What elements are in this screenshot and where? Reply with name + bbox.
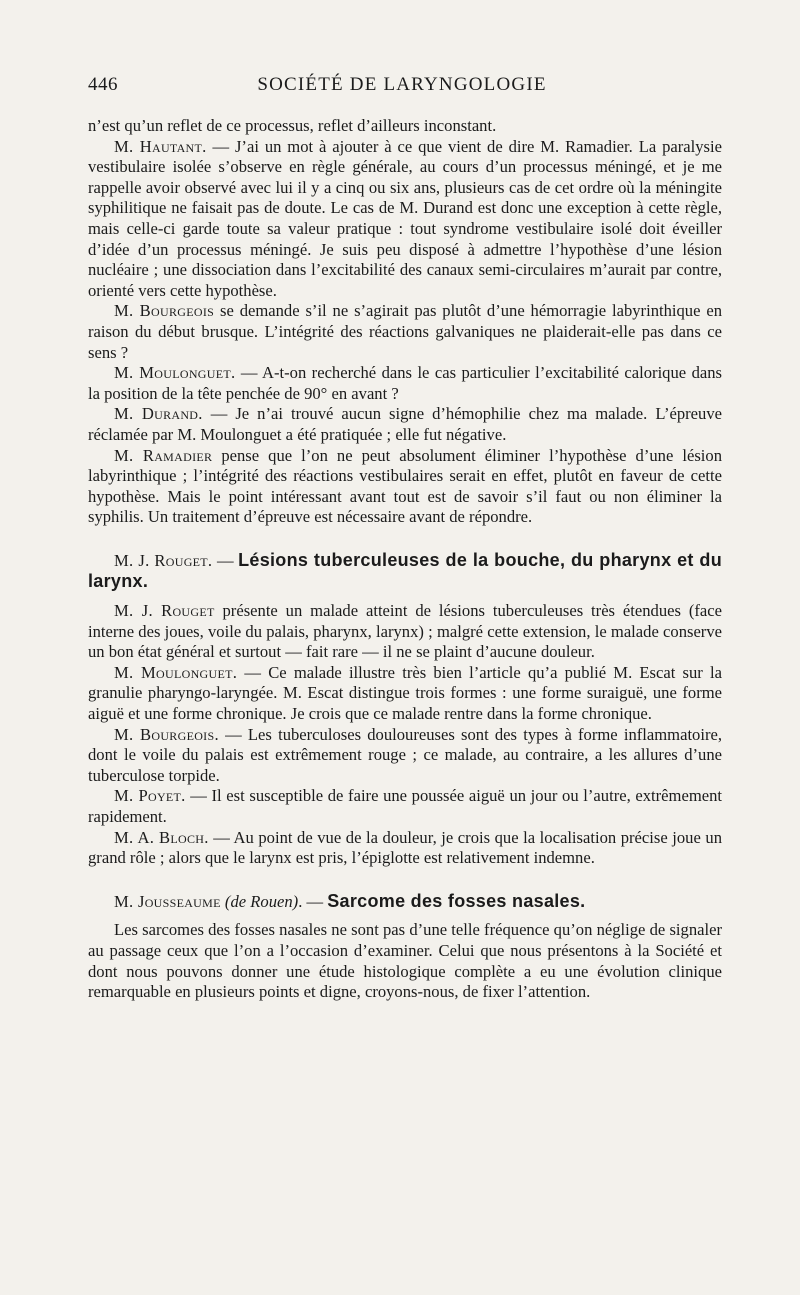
paragraph-text: — Il est susceptible de faire une poussée aiguë un jour ou l’autre, extrêmement rapidement. [88,786,723,826]
heading-dash: — [212,550,239,570]
speaker-name: M. Bourgeois. [114,724,219,744]
speaker-name: M. Hautant. [114,136,207,156]
paragraph [88,601,722,663]
paragraph [88,920,722,1002]
paragraph [88,725,722,787]
body-text [88,116,722,1003]
heading-author: M. J. Rouget. [114,550,213,570]
paragraph-text: présente un malade atteint de lésions tuberculeuses très étendues (face interne des joues, voile du palais, pharynx, larynx) ; malgré cette extension, le malade conserve un bon état général et surtout — fait rare — il ne se plaint d’aucune douleur. [88,601,722,662]
speaker-name: M. Moulonguet. [114,662,238,682]
paragraph-text: n’est qu’un reflet de ce processus, reflet d’ailleurs inconstant. [88,116,497,135]
paragraph [88,663,722,725]
speaker-name: M. Bourgeois [114,301,215,321]
section-heading [88,550,722,593]
paragraph [88,404,722,445]
paragraph-text: — Au point de vue de la douleur, je crois que la localisation précise joue un grand rôle ; alors que le larynx est pris, l’épiglotte est relativement indemne. [88,827,723,868]
paragraph [88,446,722,528]
paragraph-text: pense que l’on ne peut absolument éliminer l’hypothèse d’une lésion labyrinthique ; l’intégrité des réactions vestibulaires serait en effet, plutôt en faveur de cette hypothèse. Mais le point intéressant avant tout est de savoir s’il faut ou non éliminer la syphilis. Un traitement d’épreuve est nécessaire avant de répondre. [88,445,722,527]
paragraph-text: Les sarcomes des fosses nasales ne sont pas d’une telle fréquence qu’on néglige de signaler au passage ceux que l’on a l’occasion d’examiner. Celui que nous présentons à la Société et dont nous pouvons donner une étude histologique complète a eu une évolution clinique remarquable en plusieurs points et digne, croyons-nous, de fixer l’attention. [88,920,722,1002]
speaker-name: M. Poyet. [114,786,186,806]
speaker-name: M. J. Rouget [114,601,215,621]
heading-title: Sarcome des fosses nasales. [327,890,586,911]
speaker-name: M. A. Bloch. [114,827,209,847]
paragraph-text: — Ce malade illustre très bien l’article qu’a publié M. Escat sur la granulie pharyngo-laryngée. M. Escat distingue trois formes : une forme suraiguë, une forme aiguë et une forme chronique. Je crois que ce malade rentre dans la forme chronique. [88,662,723,724]
paragraph-text: se demande s’il ne s’agirait pas plutôt d’une hémorragie labyrinthique en raison du début brusque. L’intégrité des réactions galvaniques ne plaiderait-elle pas dans ce sens ? [88,301,723,362]
heading-author: M. Jousseaume [114,891,221,911]
section-spacer [88,869,722,891]
paragraph-text: — J’ai un mot à ajouter à ce que vient de dire M. Ramadier. La paralysie vestibulaire isolée s’observe en règle générale, au cours d’un processus méningé, et je me rappelle avoir observé avec lui il y a cinq ou six ans, plusieurs cas de cet ordre où la méningite syphilitique ne faisait pas de doute. Le cas de M. Durand est donc une exception à cette règle, mais celle-ci garde toute sa valeur pratique : tout syndrome vestibulaire isolé doit éveiller d’idée d’un processus méningé. Je suis peu disposé à admettre l’hypothèse d’une lésion nucléaire ; une dissociation dans l’excitabilité des canaux semi-circulaires m’aurait par contre, orienté vers cette hypothèse. [88,136,722,300]
page-number: 446 [88,74,118,95]
paragraph [88,828,722,869]
section-heading [88,891,722,913]
paragraph [88,363,722,404]
paragraph-text: — A-t-on recherché dans le cas particulier l’excitabilité calorique dans la position de la tête penchée de 90° en avant ? [88,363,722,403]
heading-title: Lésions tuberculeuses de la bouche, du pharynx et du larynx. [88,549,723,592]
speaker-name: M. Durand. [114,404,203,424]
heading-dash: . — [298,891,328,911]
heading-spacer [88,593,722,601]
paragraph [88,116,722,137]
speaker-name: M. Ramadier [114,445,213,465]
section-spacer [88,528,722,550]
heading-spacer [88,912,722,920]
running-title: SOCIÉTÉ DE LARYNGOLOGIE [257,74,547,95]
paragraph [88,137,722,302]
speaker-name: M. Moulonguet. [114,363,236,383]
paragraph [88,301,722,363]
paragraph [88,786,722,827]
heading-affiliation: (de Rouen) [224,891,299,911]
paragraph-text: — Je n’ai trouvé aucun signe d’hémophilie chez ma malade. L’épreuve réclamée par M. Moulonguet a été pratiquée ; elle fut négative. [88,404,722,444]
paragraph-text: — Les tuberculoses douloureuses sont des types à forme inflammatoire, dont le voile du palais est extrêmement rouge ; ce malade, au contraire, a les allures d’une tuberculose torpide. [88,724,722,785]
